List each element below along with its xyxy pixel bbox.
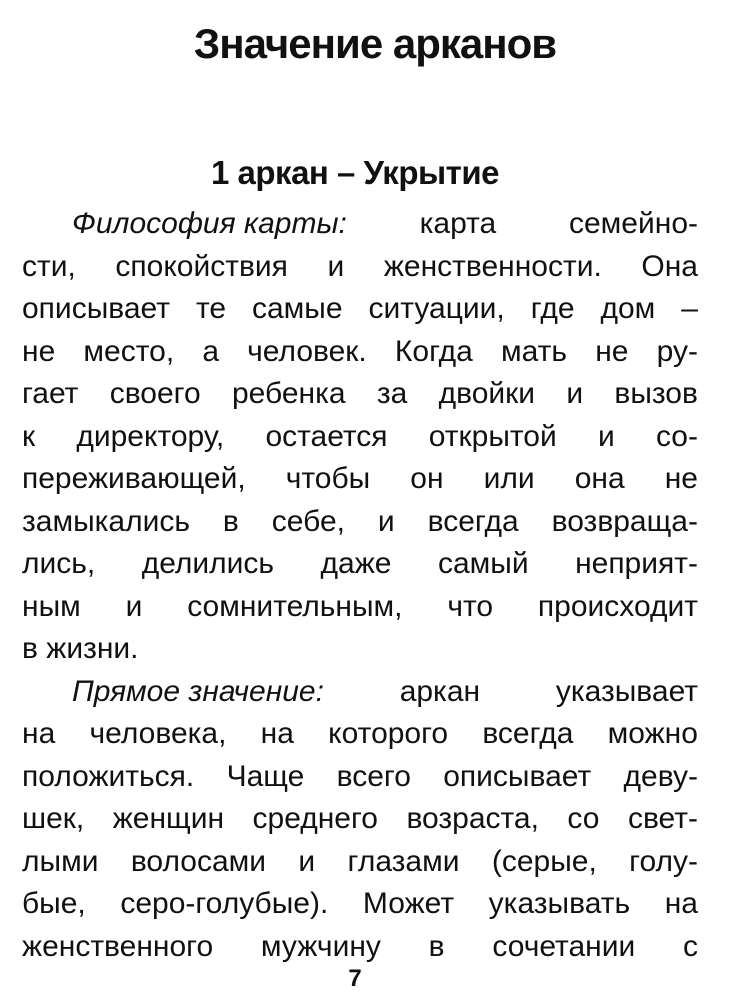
text-line (22, 458, 698, 501)
word: мужчину (260, 929, 381, 963)
word: и (298, 844, 316, 878)
word: Может (362, 887, 455, 920)
word: описывает (443, 759, 592, 793)
word: на (22, 717, 56, 750)
word: те (195, 292, 227, 325)
word: самый (437, 547, 529, 580)
word: лыми (22, 844, 99, 878)
word: где (530, 292, 575, 325)
word: остается (265, 419, 388, 453)
word: Чаще (226, 759, 305, 793)
word: в жизни. (22, 632, 139, 665)
word: происходит (537, 589, 698, 623)
word: со- (655, 419, 698, 453)
word: семейно- (569, 207, 698, 240)
word: не (595, 334, 629, 368)
text-line (22, 756, 698, 799)
word: даже (320, 547, 392, 580)
page-number: 7 (348, 965, 362, 992)
word: самые (252, 292, 343, 325)
text-line (22, 841, 698, 884)
word: ситуации, (368, 292, 505, 325)
word: можно (607, 717, 698, 750)
text-line (22, 203, 698, 246)
word: аркан (399, 674, 481, 708)
text-line (22, 246, 698, 289)
word: и (327, 249, 345, 283)
text-line (22, 373, 698, 416)
word: в (428, 929, 445, 963)
word: чтобы (285, 462, 371, 495)
word: положиться. (22, 759, 195, 793)
word: сочетании (492, 929, 636, 963)
word: он (410, 462, 444, 495)
word: что (447, 589, 494, 623)
word: всегда (482, 717, 574, 750)
word: в (222, 504, 239, 538)
word: своего (109, 377, 201, 410)
word: вызов (614, 377, 698, 410)
word: и (597, 419, 615, 453)
word: всегда (427, 504, 519, 538)
word: или (483, 462, 535, 495)
word: указывать (488, 887, 631, 920)
word: сти, (22, 249, 76, 283)
word: переживающей, (22, 462, 246, 495)
word: ным (22, 589, 81, 623)
chapter-title: Значение арканов (193, 20, 557, 67)
paragraph-lead: Прямое значение: (72, 674, 324, 708)
word: бые, (22, 887, 86, 920)
word: которого (328, 717, 449, 750)
text-line (22, 288, 698, 331)
word: и (125, 589, 143, 623)
word: всего (336, 759, 411, 793)
text-line (22, 586, 698, 629)
word: не (22, 334, 56, 368)
text-line (22, 416, 698, 459)
paragraph-lead: Философия карты: (72, 207, 347, 240)
word: Когда (394, 334, 473, 368)
word: голу- (629, 844, 698, 878)
section-title: 1 аркан – Укрытие (211, 154, 499, 191)
word: возвраща- (551, 504, 698, 538)
word: женственности. (383, 249, 602, 283)
word: двойки (438, 377, 536, 410)
word: ру- (656, 334, 698, 368)
text-line (22, 798, 698, 841)
word: на (664, 887, 698, 920)
text-line (22, 501, 698, 544)
word: себе, (271, 504, 345, 538)
word: директору, (76, 419, 225, 453)
word: лись, (22, 547, 96, 580)
word: открытой (428, 419, 557, 453)
text-line (22, 628, 698, 671)
word: деву- (623, 759, 698, 793)
text-line (22, 883, 698, 926)
word: серо-голубые). (120, 887, 329, 920)
word: дом (600, 292, 656, 325)
word: шек, (22, 802, 85, 835)
text-line (22, 713, 698, 756)
word: с (683, 929, 698, 963)
word: сомнительным, (187, 589, 403, 623)
word: со (567, 802, 600, 835)
body-text (22, 203, 698, 968)
word: не (664, 462, 698, 495)
word: ребенка (231, 377, 346, 410)
word: на (260, 717, 294, 750)
word: она (574, 462, 625, 495)
word: и (377, 504, 395, 538)
word: волосами (130, 844, 267, 878)
word: спокойствия (115, 249, 288, 283)
word: женственного (22, 929, 214, 963)
word: за (376, 377, 408, 410)
word: указывает (555, 674, 698, 708)
word: глазами (347, 844, 460, 878)
text-line (22, 331, 698, 374)
word: неприят- (575, 547, 698, 580)
word: человека, (89, 717, 227, 750)
text-line (22, 671, 698, 714)
word: женщин (112, 802, 225, 835)
word: и (566, 377, 584, 410)
word: – (681, 292, 698, 325)
word: описывает (22, 292, 170, 325)
word: карта (419, 207, 497, 240)
word: мать (501, 334, 568, 368)
word: человек. (247, 334, 367, 368)
word: Она (641, 249, 698, 283)
word: замыкались (22, 504, 190, 538)
word: место, (83, 334, 175, 368)
word: к (22, 419, 36, 453)
word: (серые, (491, 844, 597, 878)
word: делились (141, 547, 275, 580)
word: возраста, (406, 802, 539, 835)
word: среднего (252, 802, 378, 835)
word: а (202, 334, 219, 368)
word: гает (22, 377, 79, 410)
word: свет- (627, 802, 698, 835)
text-line (22, 543, 698, 586)
